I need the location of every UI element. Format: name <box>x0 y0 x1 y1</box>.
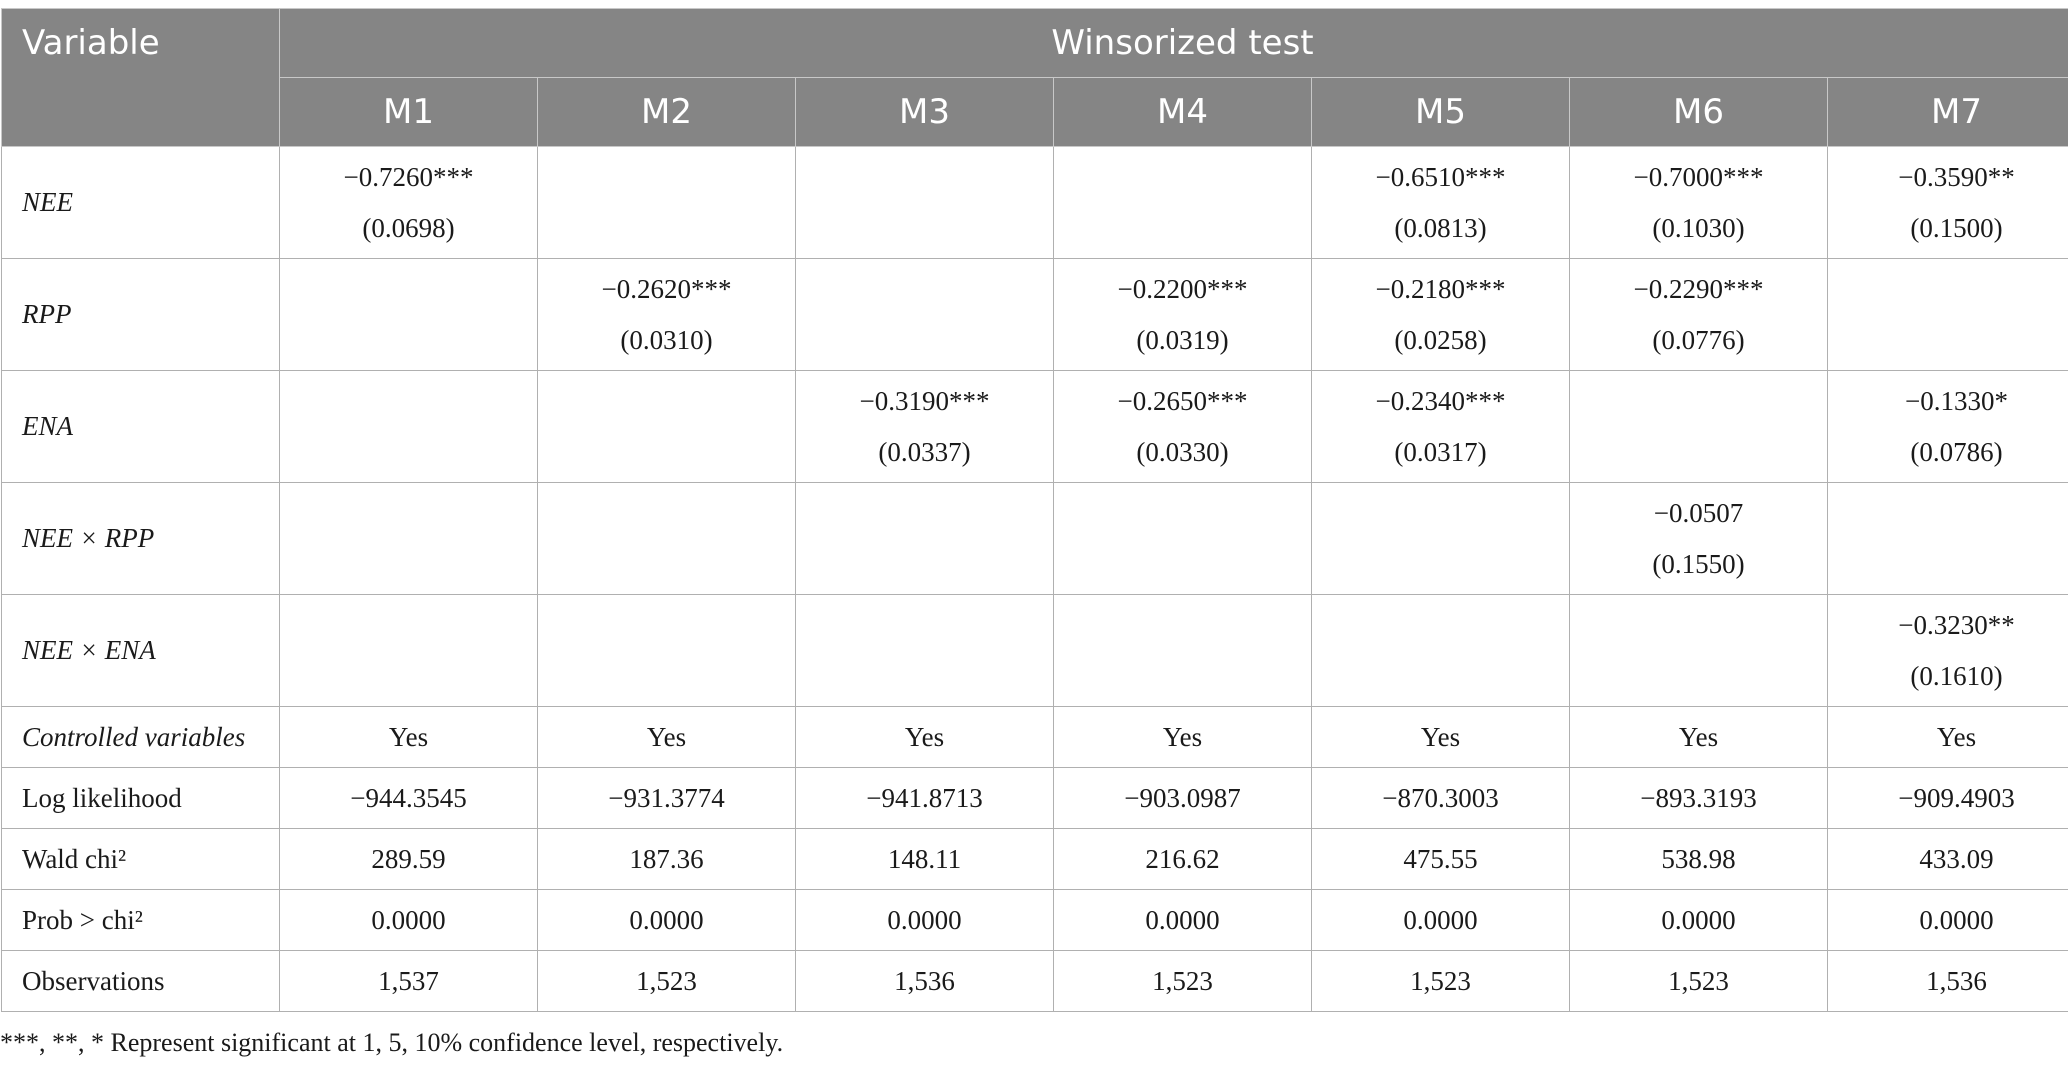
coef-cell <box>280 147 538 259</box>
stat-cell: 0.0000 <box>538 890 796 951</box>
coef-cell <box>1054 147 1312 259</box>
coefficient-value: −0.2290*** <box>1633 273 1764 304</box>
stat-cell: −909.4903 <box>1828 768 2068 829</box>
table-row <box>2 768 2068 829</box>
coefficient-value: −0.7000*** <box>1633 161 1764 192</box>
stat-cell: 216.62 <box>1054 829 1312 890</box>
coef-cell <box>1570 483 1828 595</box>
standard-error-value: (0.0310) <box>620 324 713 355</box>
table-body <box>2 147 2068 1012</box>
stat-cell: −944.3545 <box>280 768 538 829</box>
coef-cell <box>1054 371 1312 483</box>
estimate-block <box>280 162 537 244</box>
stat-cell: −941.8713 <box>796 768 1054 829</box>
model-header-m4: M4 <box>1054 78 1312 147</box>
estimate-block <box>1054 386 1311 468</box>
model-header-m2: M2 <box>538 78 796 147</box>
estimate-block <box>1570 162 1827 244</box>
row-label: NEE × ENA <box>2 595 280 707</box>
stat-cell: 1,536 <box>1828 951 2068 1012</box>
coef-cell <box>1570 259 1828 371</box>
stat-cell: Yes <box>1828 707 2068 768</box>
coef-cell <box>280 595 538 707</box>
table-row <box>2 890 2068 951</box>
row-label: Observations <box>2 951 280 1012</box>
coefficient-value: −0.2620*** <box>601 273 732 304</box>
estimate-block <box>1570 498 1827 580</box>
row-label: Wald chi² <box>2 829 280 890</box>
coef-cell <box>1312 595 1570 707</box>
coef-cell <box>280 259 538 371</box>
stat-cell: 1,523 <box>1570 951 1828 1012</box>
row-label: NEE <box>2 147 280 259</box>
coef-cell <box>538 483 796 595</box>
row-label: ENA <box>2 371 280 483</box>
standard-error-value: (0.0786) <box>1910 436 2003 467</box>
stat-cell: Yes <box>280 707 538 768</box>
coef-cell <box>1570 371 1828 483</box>
model-header-m3: M3 <box>796 78 1054 147</box>
stat-cell: 187.36 <box>538 829 796 890</box>
table-row <box>2 483 2068 595</box>
results-table-container <box>0 8 2068 1012</box>
stat-cell: −931.3774 <box>538 768 796 829</box>
stat-cell: 0.0000 <box>280 890 538 951</box>
coef-cell <box>538 595 796 707</box>
coef-cell <box>796 371 1054 483</box>
row-label: Prob > chi² <box>2 890 280 951</box>
coefficient-value: −0.3190*** <box>859 385 990 416</box>
coefficient-value: −0.2340*** <box>1375 385 1506 416</box>
coef-cell <box>1570 147 1828 259</box>
standard-error-value: (0.0317) <box>1394 436 1487 467</box>
coefficient-value: −0.0507 <box>1653 497 1744 528</box>
coef-cell <box>1054 595 1312 707</box>
coef-cell <box>1054 259 1312 371</box>
standard-error-value: (0.0776) <box>1652 324 1745 355</box>
coefficient-value: −0.1330* <box>1905 385 2008 416</box>
stat-cell: −903.0987 <box>1054 768 1312 829</box>
stat-cell: −893.3193 <box>1570 768 1828 829</box>
table-row <box>2 829 2068 890</box>
estimate-block <box>796 386 1053 468</box>
estimate-block <box>1828 610 2068 692</box>
coef-cell <box>1828 595 2068 707</box>
coefficient-value: −0.7260*** <box>343 161 474 192</box>
estimate-block <box>1312 162 1569 244</box>
regression-results-table <box>1 8 2068 1012</box>
stat-cell: 0.0000 <box>1828 890 2068 951</box>
stat-cell: Yes <box>1570 707 1828 768</box>
stat-cell: −870.3003 <box>1312 768 1570 829</box>
standard-error-value: (0.1550) <box>1652 548 1745 579</box>
standard-error-value: (0.0258) <box>1394 324 1487 355</box>
coef-cell <box>1828 259 2068 371</box>
stat-cell: 289.59 <box>280 829 538 890</box>
model-header-m6: M6 <box>1570 78 1828 147</box>
stat-cell: 1,523 <box>1312 951 1570 1012</box>
coefficient-value: −0.2650*** <box>1117 385 1248 416</box>
coef-cell <box>538 371 796 483</box>
model-header-m1: M1 <box>280 78 538 147</box>
coefficient-value: −0.6510*** <box>1375 161 1506 192</box>
table-row <box>2 371 2068 483</box>
coef-cell <box>280 371 538 483</box>
stat-cell: 0.0000 <box>1570 890 1828 951</box>
stat-cell: Yes <box>1054 707 1312 768</box>
stat-cell: 1,537 <box>280 951 538 1012</box>
estimate-block <box>1570 274 1827 356</box>
estimate-block <box>1828 162 2068 244</box>
estimate-block <box>1828 386 2068 468</box>
standard-error-value: (0.0698) <box>362 212 455 243</box>
stat-cell: 0.0000 <box>1312 890 1570 951</box>
coef-cell <box>1312 259 1570 371</box>
standard-error-value: (0.1610) <box>1910 660 2003 691</box>
row-label: RPP <box>2 259 280 371</box>
coef-cell <box>796 259 1054 371</box>
coefficient-value: −0.3590** <box>1898 161 2015 192</box>
stat-cell: Yes <box>538 707 796 768</box>
coefficient-value: −0.3230** <box>1898 609 2015 640</box>
standard-error-value: (0.0813) <box>1394 212 1487 243</box>
coef-cell <box>538 147 796 259</box>
estimate-block <box>1054 274 1311 356</box>
variable-column-header: Variable <box>2 9 280 147</box>
coef-cell <box>796 483 1054 595</box>
table-header <box>2 9 2068 147</box>
coef-cell <box>796 147 1054 259</box>
table-row <box>2 951 2068 1012</box>
row-label: Log likelihood <box>2 768 280 829</box>
model-header-m7: M7 <box>1828 78 2068 147</box>
coef-cell <box>1312 483 1570 595</box>
stat-cell: 538.98 <box>1570 829 1828 890</box>
stat-cell: Yes <box>796 707 1054 768</box>
stat-cell: 0.0000 <box>796 890 1054 951</box>
stat-cell: 475.55 <box>1312 829 1570 890</box>
coef-cell <box>1054 483 1312 595</box>
coef-cell <box>796 595 1054 707</box>
standard-error-value: (0.1500) <box>1910 212 2003 243</box>
estimate-block <box>1312 386 1569 468</box>
coef-cell <box>1828 371 2068 483</box>
stat-cell: 0.0000 <box>1054 890 1312 951</box>
stat-cell: 1,536 <box>796 951 1054 1012</box>
standard-error-value: (0.0330) <box>1136 436 1229 467</box>
coef-cell <box>1312 147 1570 259</box>
stat-cell: 1,523 <box>1054 951 1312 1012</box>
standard-error-value: (0.0319) <box>1136 324 1229 355</box>
table-row <box>2 595 2068 707</box>
table-row <box>2 147 2068 259</box>
stat-cell: Yes <box>1312 707 1570 768</box>
table-row <box>2 259 2068 371</box>
coef-cell <box>538 259 796 371</box>
coefficient-value: −0.2200*** <box>1117 273 1248 304</box>
standard-error-value: (0.1030) <box>1652 212 1745 243</box>
table-row <box>2 707 2068 768</box>
estimate-block <box>538 274 795 356</box>
standard-error-value: (0.0337) <box>878 436 971 467</box>
estimate-block <box>1312 274 1569 356</box>
stat-cell: 433.09 <box>1828 829 2068 890</box>
table-footnote: ***, **, * Represent significant at 1, 5, 10% confidence level, respectively. <box>0 1028 784 1057</box>
winsorized-test-header: Winsorized test <box>280 9 2068 78</box>
coef-cell <box>1828 483 2068 595</box>
model-header-m5: M5 <box>1312 78 1570 147</box>
coef-cell <box>1570 595 1828 707</box>
stat-cell: 1,523 <box>538 951 796 1012</box>
coef-cell <box>1828 147 2068 259</box>
row-label: NEE × RPP <box>2 483 280 595</box>
coef-cell <box>280 483 538 595</box>
coef-cell <box>1312 371 1570 483</box>
row-label: Controlled variables <box>2 707 280 768</box>
coefficient-value: −0.2180*** <box>1375 273 1506 304</box>
stat-cell: 148.11 <box>796 829 1054 890</box>
